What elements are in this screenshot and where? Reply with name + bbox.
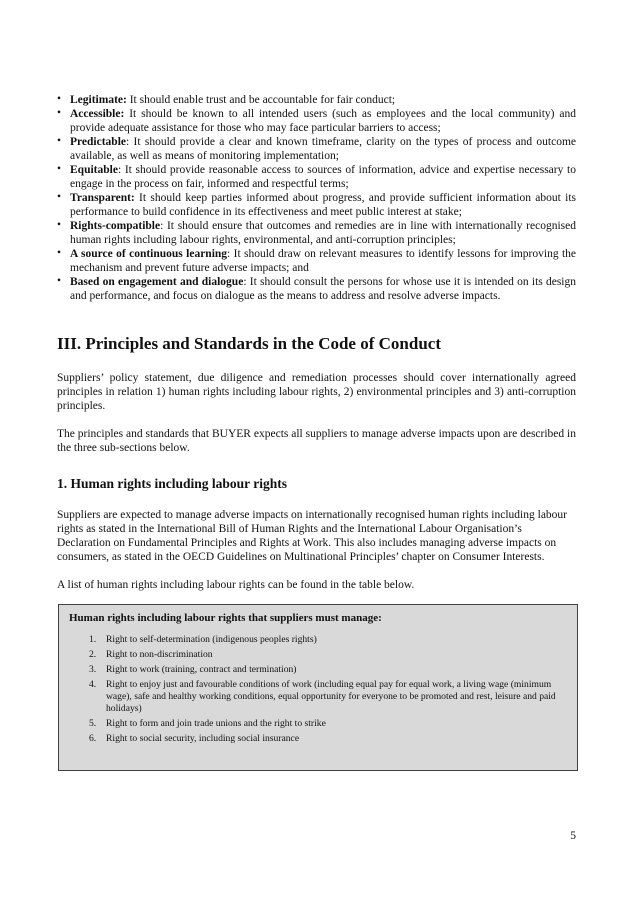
bullet-term: Predictable (70, 136, 126, 148)
bullet-term: Legitimate: (70, 94, 127, 106)
bullet-term: A source of continuous learning (70, 248, 228, 260)
rights-item-number: 3. (89, 664, 97, 675)
rights-list-item (69, 634, 567, 646)
rights-box (58, 604, 578, 771)
bullet-item (57, 219, 576, 247)
rights-box-title: Human rights including labour rights that suppliers must manage: (69, 612, 382, 624)
subsection-heading: 1. Human rights including labour rights (57, 476, 288, 491)
rights-list (69, 634, 567, 745)
bullet-item (57, 107, 576, 135)
rights-item-number: 4. (89, 679, 97, 690)
section-paragraph-1: Suppliers’ policy statement, due diligence and remediation processes should cover internationally agreed principles in relation 1) human rights including labour rights, 2) environmental principles and 3) anti-corruption principles. (57, 372, 576, 412)
page-number: 5 (570, 830, 576, 842)
bullet-item (57, 191, 576, 219)
bullet-marker: • (57, 191, 62, 203)
rights-item-text: Right to work (training, contract and termination) (106, 664, 297, 675)
subsection-paragraph-2: A list of human rights including labour rights can be found in the table below. (57, 579, 415, 591)
subsection-paragraph-1: Suppliers are expected to manage adverse impacts on internationally recognised human rights including labour rights as stated in the International Bill of Human Rights and the International Labour Organisation’s Declaration on Fundamental Principles and Rights at Work. This also includes managing adverse impacts on consumers, as stated in the OECD Guidelines on Multinational Principles’ chapter on Consumer Interests. (57, 509, 567, 563)
bullet-marker: • (57, 93, 62, 105)
rights-list-item (69, 664, 567, 676)
rights-item-text: Right to social security, including social insurance (106, 733, 300, 744)
bullet-item (57, 247, 576, 275)
rights-list-item (69, 649, 567, 661)
section-paragraph-2: The principles and standards that BUYER expects all suppliers to manage adverse impacts upon are described in the three sub-sections below. (57, 428, 576, 454)
rights-list-item (69, 679, 567, 715)
bullet-marker: • (57, 163, 62, 175)
bullet-term: Equitable (70, 164, 118, 176)
bullet-marker: • (57, 219, 62, 231)
bullet-text: It should keep parties informed about progress, and provide sufficient information about its performance to build confidence in its effectiveness and meet public interest at stake; (70, 192, 576, 218)
bullet-text: It should enable trust and be accountable for fair conduct; (126, 94, 396, 106)
rights-list-item (69, 718, 567, 730)
rights-item-text: Right to self-determination (indigenous peoples rights) (106, 634, 317, 645)
bullet-term: Transparent: (70, 192, 135, 204)
bullet-marker: • (57, 135, 62, 147)
rights-item-number: 6. (89, 733, 97, 744)
bullet-term: Accessible: (70, 108, 125, 120)
rights-item-number: 5. (89, 718, 97, 729)
bullet-item (57, 163, 576, 191)
bullet-item (57, 93, 576, 107)
bullet-text: It should be known to all intended users (such as employees and the local community) and provide adequate assistance for those who may face particular barriers to access; (70, 108, 576, 134)
bullet-term: Based on engagement and dialogue (70, 276, 244, 288)
rights-item-number: 1. (89, 634, 97, 645)
rights-item-text: Right to enjoy just and favourable conditions of work (including equal pay for equal work, a living wage (minimum wage), safe and healthy working conditions, equal opportunity for everyone to be promoted and rest, leisure and paid holidays) (106, 679, 556, 714)
rights-item-number: 2. (89, 649, 97, 660)
principles-bullet-list (57, 93, 576, 303)
bullet-text: : It should provide reasonable access to sources of information, advice and expertise necessary to engage in the process on fair, informed and respectful terms; (70, 164, 576, 190)
rights-item-text: Right to form and join trade unions and the right to strike (106, 718, 326, 729)
rights-list-item (69, 733, 567, 745)
bullet-text: : It should ensure that outcomes and remedies are in line with internationally recognised human rights including labour rights, environmental, and anti-corruption principles; (70, 220, 576, 246)
bullet-marker: • (57, 247, 62, 259)
rights-item-text: Right to non-discrimination (106, 649, 213, 660)
bullet-item (57, 275, 576, 303)
bullet-item (57, 135, 576, 163)
bullet-marker: • (57, 275, 62, 287)
bullet-text: : It should draw on relevant measures to identify lessons for improving the mechanism and prevent future adverse impacts; and (70, 248, 577, 274)
bullet-text: : It should consult the persons for whose use it is intended on its design and performance, and focus on dialogue as the means to address and resolve adverse impacts. (70, 276, 576, 302)
bullet-term: Rights-compatible (70, 220, 161, 232)
bullet-marker: • (57, 107, 62, 119)
bullet-text: : It should provide a clear and known timeframe, clarity on the types of process and outcome available, as well as means of monitoring implementation; (70, 136, 576, 162)
section-heading: III. Principles and Standards in the Code of Conduct (57, 334, 441, 353)
